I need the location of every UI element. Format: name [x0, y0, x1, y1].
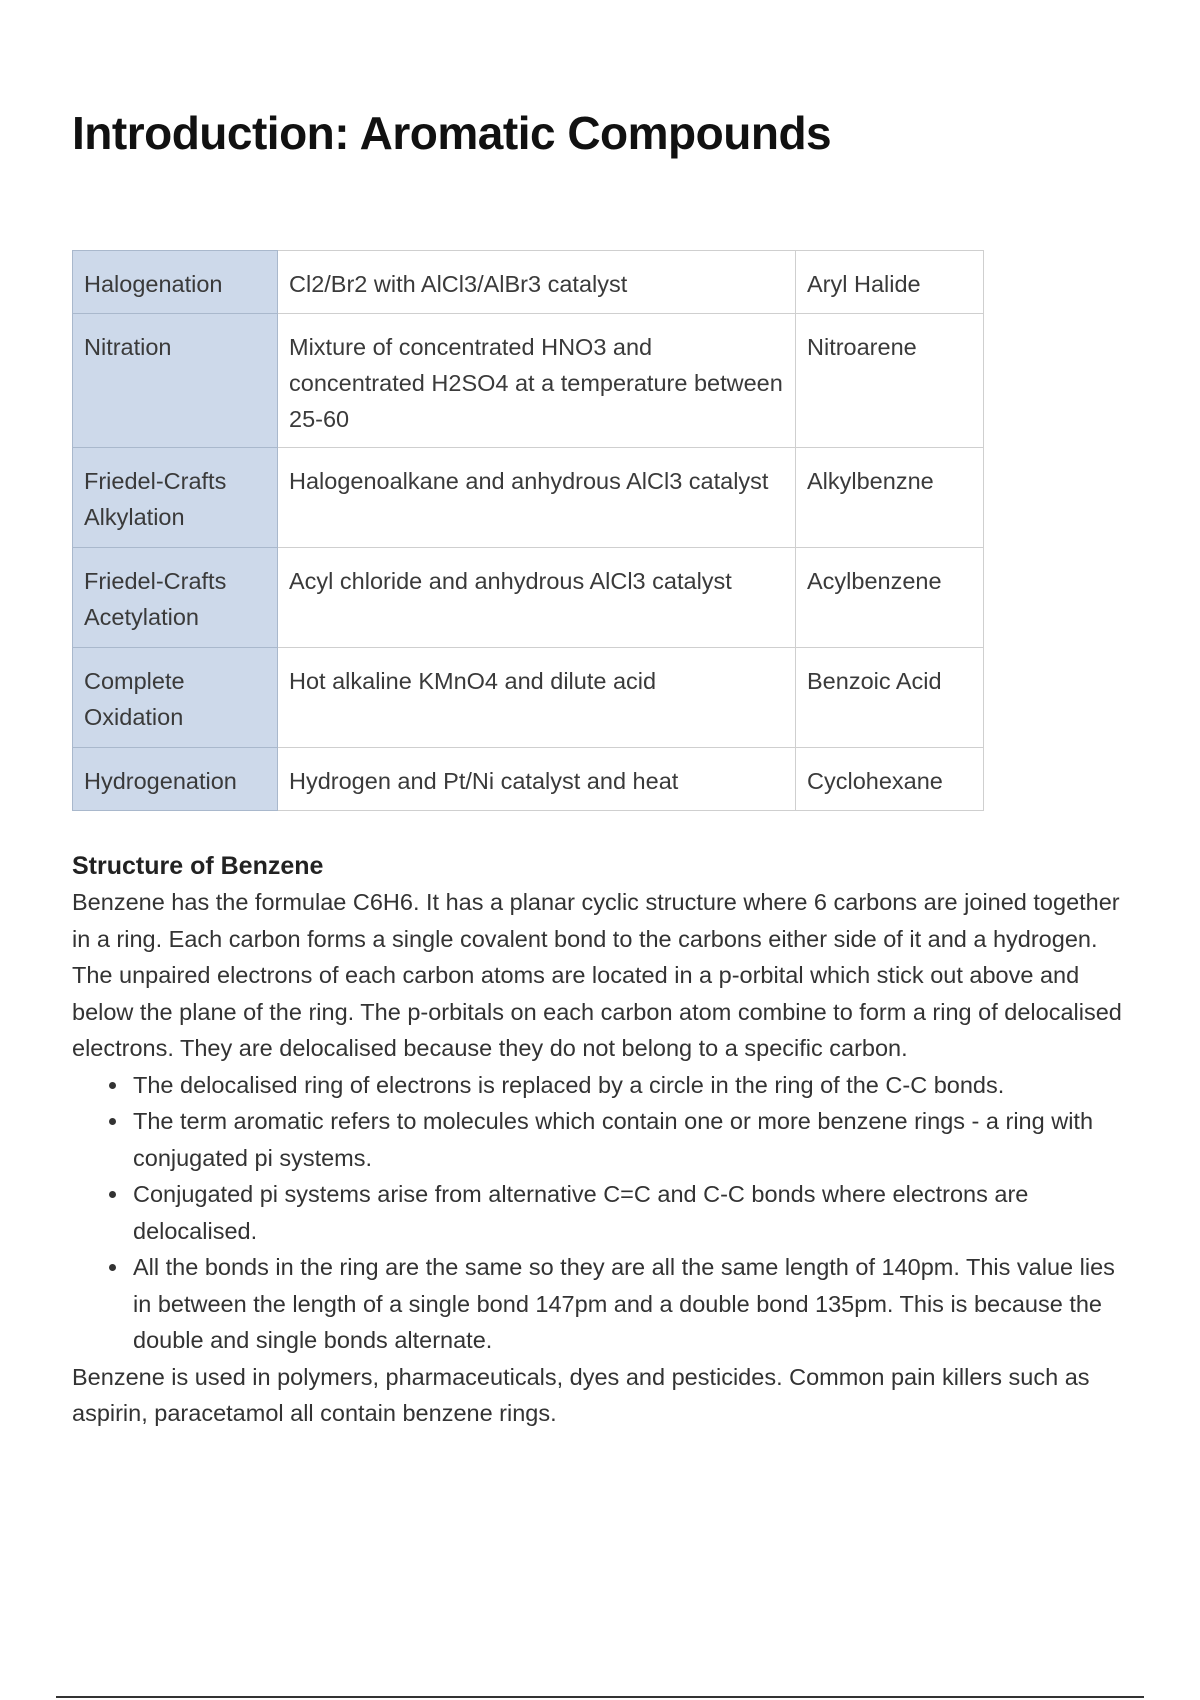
reaction-name-cell: Nitration	[73, 314, 278, 448]
reaction-name-cell: Friedel-Crafts Acetylation	[73, 548, 278, 648]
reaction-name-cell: Halogenation	[73, 251, 278, 314]
reagents-cell: Hot alkaline KMnO4 and dilute acid	[278, 648, 796, 748]
table-row	[73, 314, 984, 448]
reaction-name-cell: Friedel-Crafts Alkylation	[73, 448, 278, 548]
list-item: The term aromatic refers to molecules which contain one or more benzene rings - a ring with conjugated pi systems.	[133, 1103, 1132, 1176]
table-row	[73, 548, 984, 648]
bullet-list	[72, 1067, 1132, 1359]
product-cell: Alkylbenzne	[796, 448, 984, 548]
reactions-table	[72, 250, 984, 811]
product-cell: Acylbenzene	[796, 548, 984, 648]
table-row	[73, 251, 984, 314]
product-cell: Nitroarene	[796, 314, 984, 448]
product-cell: Cyclohexane	[796, 748, 984, 811]
list-item: The delocalised ring of electrons is replaced by a circle in the ring of the C-C bonds.	[133, 1067, 1132, 1104]
table-row	[73, 748, 984, 811]
product-cell: Aryl Halide	[796, 251, 984, 314]
reagents-cell: Halogenoalkane and anhydrous AlCl3 catalyst	[278, 448, 796, 548]
list-item: All the bonds in the ring are the same so they are all the same length of 140pm. This value lies in between the length of a single bond 147pm and a double bond 135pm. This is because the double and single bonds alternate.	[133, 1249, 1132, 1359]
table-row	[73, 648, 984, 748]
reagents-cell: Hydrogen and Pt/Ni catalyst and heat	[278, 748, 796, 811]
reagents-cell: Acyl chloride and anhydrous AlCl3 catalyst	[278, 548, 796, 648]
list-item: Conjugated pi systems arise from alternative C=C and C-C bonds where electrons are delocalised.	[133, 1176, 1132, 1249]
reaction-name-cell: Hydrogenation	[73, 748, 278, 811]
reagents-cell: Mixture of concentrated HNO3 and concentrated H2SO4 at a temperature between 25-60	[278, 314, 796, 448]
intro-paragraph: Benzene has the formulae C6H6. It has a planar cyclic structure where 6 carbons are joined together in a ring. Each carbon forms a single covalent bond to the carbons either side of it and a hydrogen. The unpaired electrons of each carbon atoms are located in a p-orbital which stick out above and below the plane of the ring. The p-orbitals on each carbon atom combine to form a ring of delocalised electrons. They are delocalised because they do not belong to a specific carbon.	[72, 889, 1122, 1061]
product-cell: Benzoic Acid	[796, 648, 984, 748]
table-row	[73, 448, 984, 548]
reagents-cell: Cl2/Br2 with AlCl3/AlBr3 catalyst	[278, 251, 796, 314]
reaction-name-cell: Complete Oxidation	[73, 648, 278, 748]
outro-paragraph: Benzene is used in polymers, pharmaceuticals, dyes and pesticides. Common pain killers such as aspirin, paracetamol all contain benzene rings.	[72, 1363, 1090, 1426]
benzene-structure-section	[72, 848, 1132, 1432]
page-title: Introduction: Aromatic Compounds	[72, 107, 832, 159]
section-heading: Structure of Benzene	[72, 852, 324, 880]
footer-divider	[56, 1696, 1144, 1698]
